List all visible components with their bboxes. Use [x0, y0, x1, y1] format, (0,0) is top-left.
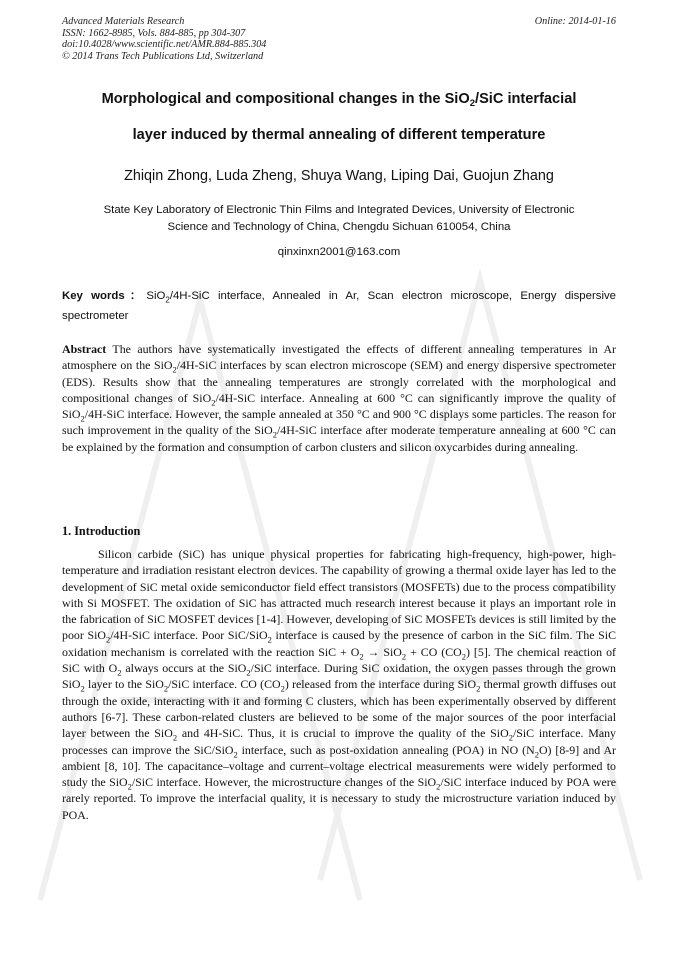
intro-text: ) released from the interface during SiO — [284, 677, 477, 692]
journal-copyright: © 2014 Trans Tech Publications Ltd, Switzerland — [62, 50, 264, 62]
abstract-text: /4H-SiC interface. However, the sample annealed at 350 °C and 900 °C displays some particles. The reason for such improvement in the quality of the SiO — [62, 407, 616, 438]
intro-text: Silicon carbide (SiC) has unique physical properties for fabricating high-frequency, high-power, high-temperature and irradiation resistant electron devices. The capability of growing a thermal oxide layer has led to the development of SiC metal oxide semiconductor field effect transistors (MOSFETs) due to the process compatibility with Si MOSFET. The oxidation of SiC has attracted much research interest because it plays an important role in the fabrication of SiC MOSFET devices [1-4]. However, developing of SiC MOSFETs devices is still limited by the poor SiO — [62, 547, 616, 643]
intro-text: /SiC interface induced by POA were rarely reported. To improve the interfacial quality, it is necessary to study the microstructure variation induced by POA. — [62, 775, 616, 822]
section-heading-introduction: 1. Introduction — [62, 524, 141, 538]
paper-title-line-2: layer induced by thermal annealing of different temperature — [132, 127, 546, 143]
title-subscript: 2 — [469, 98, 476, 109]
abstract-text: /4H-SiC interfaces by scan electron microscope (SEM) and energy dispersive spectrometer (EDS). Results show that the annealing temperatures are strongly correlated with the morphological and compositional changes of SiO — [62, 358, 616, 405]
intro-text: ) [5]. The chemical reaction of SiC with O — [62, 644, 616, 676]
intro-text: layer to the SiO — [84, 677, 164, 692]
subscript: 2 — [172, 732, 178, 743]
abstract-text: /4H-SiC interface. Annealing at 600 °C can significantly improve the quality of SiO — [62, 390, 616, 422]
author-email[interactable]: qinxinxn2001@163.com — [277, 246, 401, 258]
abstract-label: Abstract — [62, 342, 107, 356]
intro-text: O) [8-9] and Ar ambient [8, 10]. The capacitance–voltage and current–voltage electrical measurements were widely performed to study the SiO — [62, 742, 617, 790]
journal-name: Advanced Materials Research — [62, 16, 185, 27]
subscript: 2 — [80, 683, 85, 694]
abstract-text: /4H-SiC interface after moderate temperature annealing at 600 °C can be explained by the formation and consumption of carbon clusters and silicon oxycarbides during annealing. — [62, 423, 616, 454]
intro-text: interface is caused by the presence of carbon in the SiC film. The SiC oxidation mechanism is correlated with the reaction SiC + O — [62, 628, 616, 659]
subscript: 2 — [280, 683, 285, 694]
affiliation-line-2: Science and Technology of China, Chengdu Sichuan 610054, China — [167, 221, 511, 233]
author-list: Zhiqin Zhong, Luda Zheng, Shuya Wang, Liping Dai, Guojun Zhang — [124, 168, 554, 184]
subscript: 2 — [127, 781, 132, 792]
subscript: 2 — [476, 683, 481, 694]
subscript: 2 — [461, 651, 466, 662]
online-date-text: Online: 2014-01-16 — [534, 16, 616, 27]
online-date — [535, 16, 616, 28]
subscript: 2 — [508, 732, 513, 743]
subscript: 2 — [272, 429, 277, 440]
subscript: 2 — [211, 397, 216, 408]
subscript: 2 — [246, 667, 251, 678]
subscript: 2 — [163, 683, 169, 694]
intro-text: and 4H-SiC. Thus, it is crucial to improve the quality of the SiO — [177, 726, 509, 741]
subscript: 2 — [401, 651, 407, 662]
subscript: 2 — [117, 667, 122, 678]
paper-title-line-1 — [40, 91, 638, 109]
intro-text: always occurs at the SiO — [121, 661, 247, 676]
intro-text: → SiO — [363, 644, 402, 659]
keywords-text: /4H-SiC interface, Annealed in Ar, Scan electron microscope, Energy dispersive spectrometer — [62, 290, 617, 323]
journal-issn: ISSN: 1662-8985, Vols. 884-885, pp 304-307 — [62, 27, 246, 39]
subscript: 2 — [436, 781, 441, 792]
subscript: 2 — [359, 651, 364, 662]
affiliation-line-1: State Key Laboratory of Electronic Thin Films and Integrated Devices, University of Electronic — [103, 204, 575, 216]
intro-text: /SiC interface. However, the microstructure changes of the SiO — [131, 775, 437, 790]
abstract-text: The authors have systematically investigated the effects of different annealing temperatures in Ar atmosphere on the SiO — [62, 342, 616, 373]
subscript: 2 — [105, 634, 111, 645]
journal-header — [62, 16, 266, 62]
introduction-paragraph — [62, 546, 616, 823]
keywords-text: SiO — [146, 290, 166, 302]
subscript: 2 — [233, 748, 238, 759]
intro-text: thermal growth diffuses out through the oxide, interacting with it and forming C clusters, which has been experimentally observed by different authors [6-7]. These carbon-related clusters are believed to be some of the major sources of the poor interfacial layer between the SiO — [62, 677, 616, 741]
subscript: 2 — [172, 364, 177, 375]
keywords — [62, 288, 616, 325]
subscript: 2 — [267, 634, 272, 645]
abstract-paragraph — [62, 341, 616, 455]
title-text: /SiC interfacial — [475, 91, 577, 107]
intro-text: /SiC interface. During SiC oxidation, the oxygen passes through the grown SiO — [62, 661, 616, 692]
intro-text: interface, such as post-oxidation annealing (POA) in NO (N — [237, 742, 535, 757]
keywords-subscript: 2 — [165, 295, 170, 305]
intro-text: /SiC interface. Many processes can improve the SiC/SiO — [62, 726, 616, 757]
intro-text: /SiC interface. CO (CO — [168, 677, 281, 692]
title-text: Morphological and compositional changes in the SiO — [101, 91, 470, 107]
intro-text: + CO (CO — [406, 644, 462, 659]
keywords-label: Key words： — [62, 290, 147, 302]
journal-doi[interactable]: doi:10.4028/www.scientific.net/AMR.884-885.304 — [62, 39, 267, 51]
subscript: 2 — [80, 413, 85, 424]
subscript: 2 — [534, 748, 539, 759]
intro-text: /4H-SiC interface. Poor SiC/SiO — [110, 628, 268, 643]
